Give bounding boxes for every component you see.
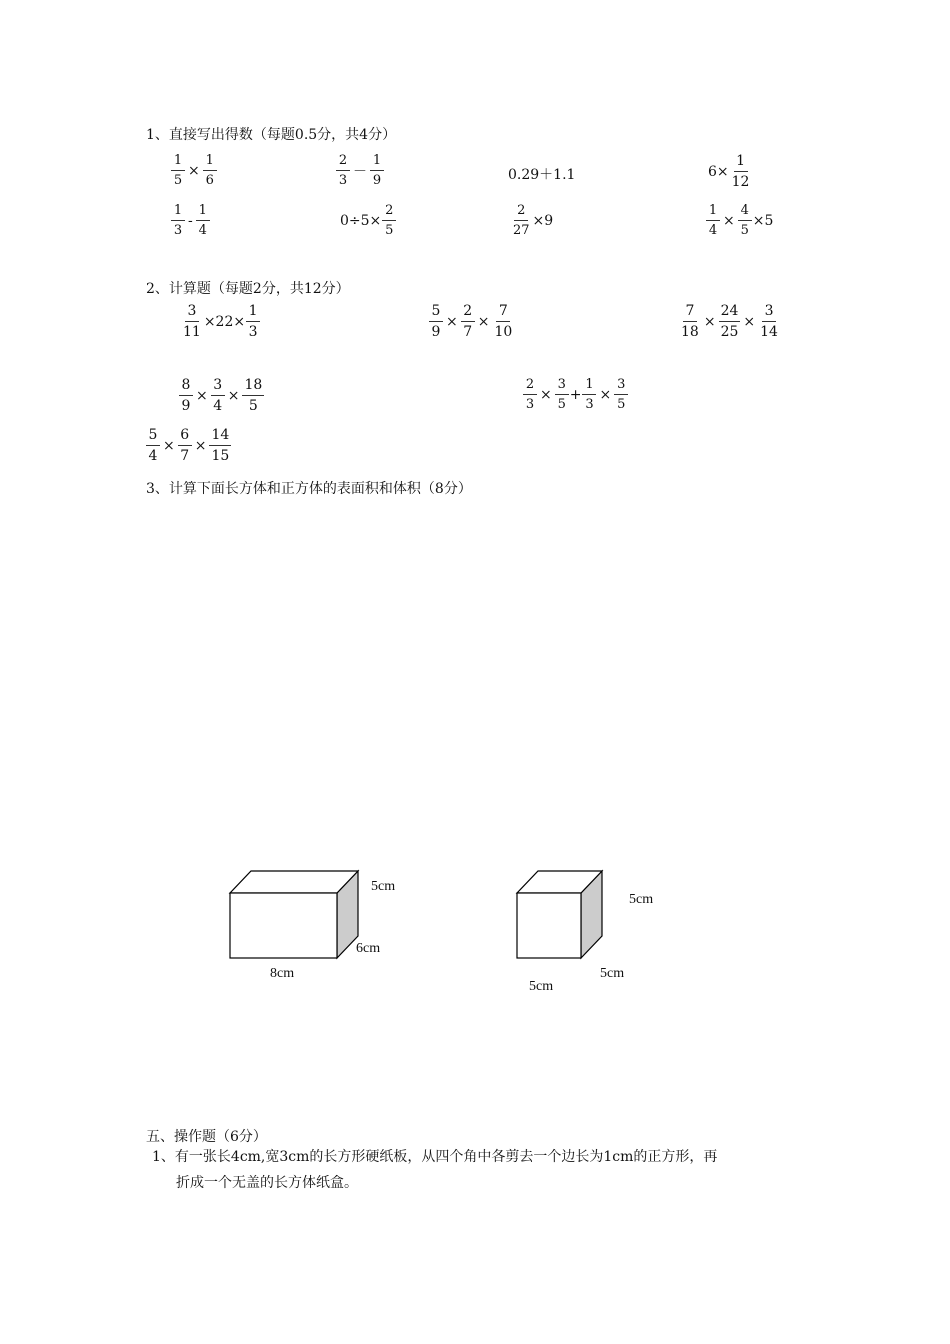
fraction: $\frac{1}{3}$ <box>246 304 260 339</box>
fraction: $\frac{3}{11}$ <box>183 303 201 340</box>
section2-heading: 2、计算题（每题2分，共12分） <box>146 281 350 297</box>
s1-expr-1: $\frac{1}{5}$ × $\frac{1}{6}$ <box>170 154 218 187</box>
fraction: $\frac{2}{3}$ <box>336 154 350 187</box>
fraction: $\frac{1}{6}$ <box>203 154 217 187</box>
cube-figure <box>517 871 602 958</box>
fraction: $\frac{5}{9}$ <box>429 304 443 339</box>
s1-expr-3: 0.29＋1.1 <box>508 167 576 183</box>
fraction: $\frac{3}{5}$ <box>555 378 569 411</box>
problem-text-line2: 折成一个无盖的长方体纸盒。 <box>176 1175 358 1191</box>
fraction: $\frac{24}{25}$ <box>720 303 739 340</box>
section1-heading: 1、直接写出得数（每题0.5分，共4分） <box>146 127 397 143</box>
s2-expr-6: $\frac{5}{4}$ × $\frac{6}{7}$ × $\frac{14}{15}$ <box>145 428 232 463</box>
cuboid-front-face <box>230 893 337 958</box>
s2-expr-2: $\frac{5}{9}$ × $\frac{2}{7}$ × $\frac{7}{10}$ <box>428 304 515 339</box>
fraction: $\frac{2}{3}$ <box>523 378 537 411</box>
fraction: $\frac{3}{5}$ <box>614 378 628 411</box>
fraction: $\frac{1}{9}$ <box>370 154 384 187</box>
fraction: $\frac{1}{4}$ <box>706 204 720 237</box>
fraction: $\frac{1}{4}$ <box>196 204 210 237</box>
fraction: $\frac{2}{7}$ <box>461 304 475 339</box>
fraction: $\frac{18}{5}$ <box>244 377 263 414</box>
s1-expr-2: $\frac{2}{3}$ － $\frac{1}{9}$ <box>335 154 385 187</box>
fraction: $\frac{7}{10}$ <box>494 303 513 340</box>
cuboid-top-face <box>230 871 358 893</box>
cuboid-length-label: 8cm <box>270 966 295 981</box>
fraction: $\frac{1}{3}$ <box>582 378 596 411</box>
s2-expr-3: $\frac{7}{18}$ × $\frac{24}{25}$ × $\frac{3}{14}$ <box>681 303 778 340</box>
section3-heading: 3、计算下面长方体和正方体的表面积和体积（8分） <box>146 481 472 497</box>
s2-expr-5: $\frac{2}{3}$ × $\frac{3}{5}$ + $\frac{1}{3}$ × $\frac{3}{5}$ <box>522 378 629 411</box>
fraction: $\frac{3}{14}$ <box>760 303 778 340</box>
s1-expr-8: $\frac{1}{4}$ × $\frac{4}{5}$ ×5 <box>705 204 773 237</box>
fraction: $\frac{5}{4}$ <box>146 428 160 463</box>
fraction: $\frac{1}{12}$ <box>731 153 750 190</box>
problem-text-line1: 1、有一张长4cm,宽3cm的长方形硬纸板，从四个角中各剪去一个边长为1cm的正方形，再 <box>152 1149 718 1165</box>
fraction: $\frac{3}{4}$ <box>211 378 225 413</box>
cube-height-label: 5cm <box>629 892 654 907</box>
fraction: $\frac{8}{9}$ <box>179 378 193 413</box>
cuboid-height-label: 5cm <box>371 879 396 894</box>
fraction: $\frac{1}{3}$ <box>171 204 185 237</box>
fraction: $\frac{2}{27}$ <box>513 203 530 238</box>
fraction: $\frac{7}{18}$ <box>681 303 699 340</box>
fraction: $\frac{14}{15}$ <box>211 427 230 464</box>
s1-expr-4: 6× $\frac{1}{12}$ <box>708 153 750 190</box>
s2-expr-4: $\frac{8}{9}$ × $\frac{3}{4}$ × $\frac{18}{5}$ <box>178 378 265 413</box>
s1-expr-6: 0÷5× $\frac{2}{5}$ <box>340 204 397 237</box>
cuboid-figure <box>230 871 358 958</box>
s1-expr-7: $\frac{2}{27}$ ×9 <box>513 203 554 238</box>
fraction: $\frac{6}{7}$ <box>178 428 192 463</box>
cube-width-label: 5cm <box>600 966 625 981</box>
s1-expr-5: $\frac{1}{3}$ - $\frac{1}{4}$ <box>170 204 211 237</box>
fraction: $\frac{2}{5}$ <box>382 204 396 237</box>
fraction: $\frac{4}{5}$ <box>738 204 752 237</box>
cube-length-label: 5cm <box>529 979 554 994</box>
cube-front-face <box>517 893 581 958</box>
fraction: $\frac{1}{5}$ <box>171 154 185 187</box>
cuboid-width-label: 6cm <box>356 941 381 956</box>
section5-heading: 五、操作题（6分） <box>146 1129 267 1145</box>
s2-expr-1: $\frac{3}{11}$ ×22× $\frac{1}{3}$ <box>180 304 261 339</box>
